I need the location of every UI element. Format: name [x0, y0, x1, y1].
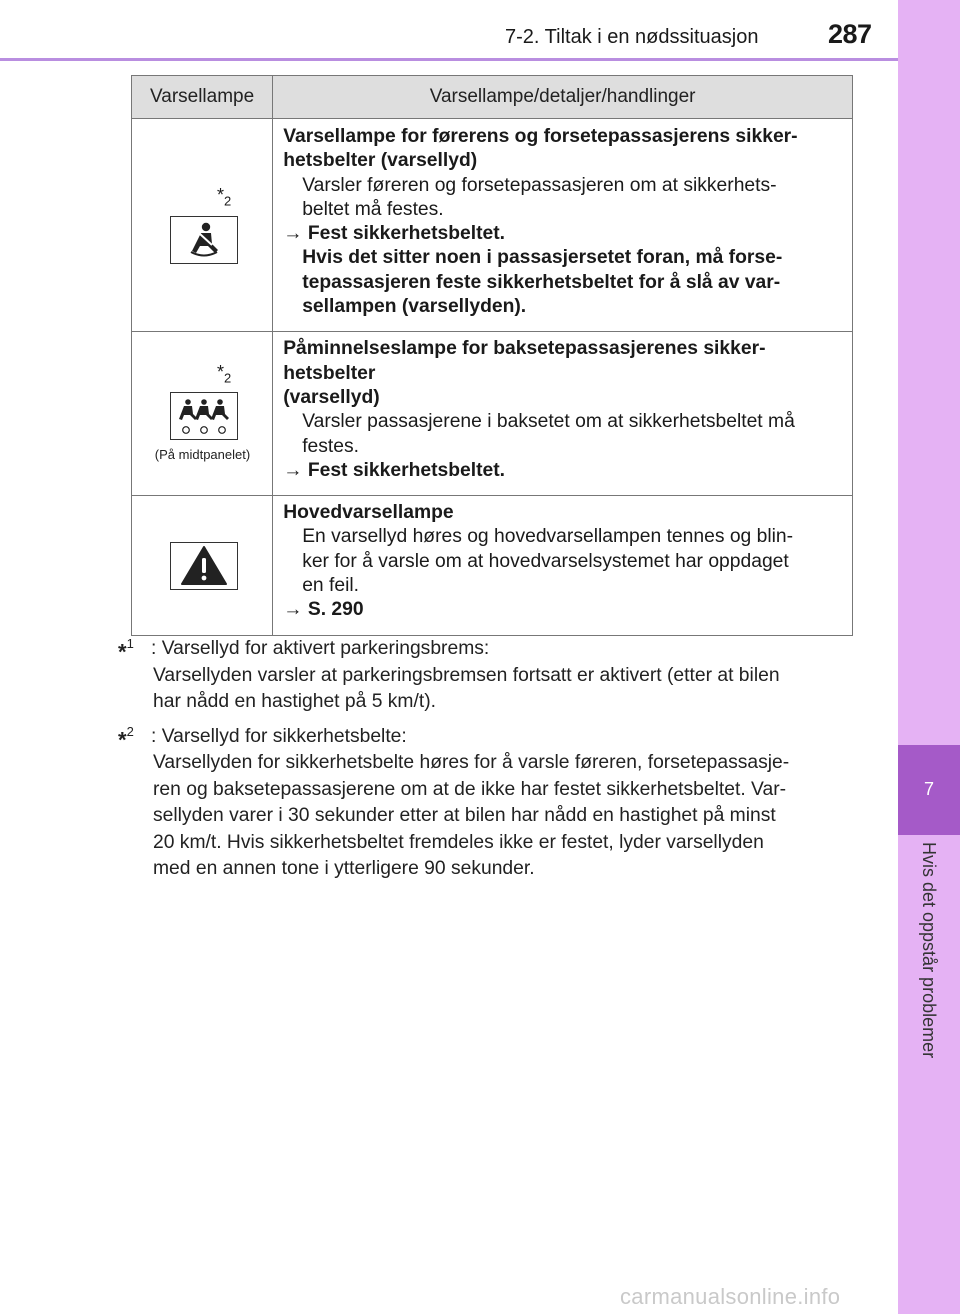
footnote-mark: *$^2$ — [118, 723, 134, 752]
light-title: Påminnelseslampe for baksetepassasjerenes sikker- hetsbelter (varsellyd) — [283, 338, 766, 408]
light-title: Varsellampe for førerens og forsetepassasjerens sikker- hetsbelter (varsellyd) — [283, 126, 798, 172]
seatbelt-warning-icon — [170, 216, 238, 264]
chapter-number: 7 — [923, 779, 934, 799]
col-header-light: Varsellampe — [132, 76, 273, 119]
details-cell — [273, 119, 853, 332]
icon-caption: (På midtpanelet) — [154, 447, 251, 463]
details-cell — [273, 496, 853, 635]
icon-cell — [132, 119, 273, 332]
col-header-details: Varsellampe/detaljer/handlinger — [273, 76, 853, 119]
details-cell — [273, 332, 853, 496]
chapter-tab — [898, 745, 960, 835]
footnote-mark: $*_2$ — [217, 362, 232, 386]
footnote-heading: : Varsellyd for sikkerhetsbelte: — [151, 725, 407, 747]
footnote-mark: $*_2$ — [217, 185, 232, 209]
action-details: Hvis det sitter noen i passasjersetet foran, må forse- tepassasjeren feste sikkerhetsbeltet for å slå av var- sellampen (varsellyden). — [302, 247, 783, 318]
page-number: 287 — [828, 19, 872, 49]
side-tab — [898, 0, 960, 1314]
table-row — [132, 496, 853, 635]
action: → Fest sikkerhetsbeltet. — [283, 459, 506, 481]
chapter-title: Hvis det oppstår problemer — [919, 842, 939, 1059]
action — [283, 598, 842, 622]
warning-light-table — [131, 75, 853, 636]
section-title: 7-2. Tiltak i en nødssituasjon — [505, 26, 759, 48]
page-header — [0, 0, 898, 60]
footnote-2 — [118, 724, 848, 883]
footnote-heading: : Varsellyd for aktivert parkeringsbrems: — [151, 638, 490, 659]
light-description: Varsler føreren og forsetepassasjeren om at sikkerhets- beltet må festes. — [302, 174, 777, 220]
arrow-icon: → — [283, 223, 303, 245]
footnote-text: Varsellyden for sikkerhetsbelte høres for å varsle føreren, forsetepassasje- ren og baksetepassasjerene om at de ikke har festet sikkerhetsbeltet. Var- sellyden varer i 30 sekunder etter at bilen har nådd en hastighet på minst 20 km/t. Hvis sikkerhetsbeltet fremdeles ikke er festet, lyder varsellyden med en annen tone i ytterligere 90 sekunder. — [153, 752, 790, 879]
table-row — [132, 119, 853, 332]
light-title: Hovedvarsellampe — [283, 502, 454, 524]
footnotes — [118, 636, 848, 891]
chapter-title-vertical — [898, 842, 960, 1102]
header-rule — [0, 58, 898, 61]
master-warning-icon — [170, 542, 238, 590]
table-header-row — [132, 76, 853, 119]
action: → Fest sikkerhetsbeltet. — [283, 223, 506, 245]
light-description: Varsler passasjerene i baksetet om at sikkerhetsbeltet må festes. — [302, 411, 795, 457]
table-row — [132, 332, 853, 496]
arrow-icon: → — [283, 459, 303, 481]
icon-cell — [132, 496, 273, 635]
rear-seatbelt-reminder-icon — [170, 392, 238, 440]
arrow-icon: → — [283, 599, 303, 621]
footnote-1 — [118, 636, 848, 716]
light-description: En varsellyd høres og hovedvarsellampen tennes og blin- ker for å varsle om at hovedvarselsystemet har oppdaget en feil. — [302, 526, 794, 597]
watermark: carmanualsonline.info — [620, 1284, 841, 1309]
footnote-text: Varsellyden varsler at parkeringsbremsen fortsatt er aktivert (etter at bilen har nådd en hastighet på 5 km/t). — [153, 664, 780, 712]
icon-cell — [132, 332, 273, 496]
footnote-mark: *$^1$ — [118, 636, 134, 665]
page-reference-link[interactable]: S. 290 — [307, 599, 364, 621]
